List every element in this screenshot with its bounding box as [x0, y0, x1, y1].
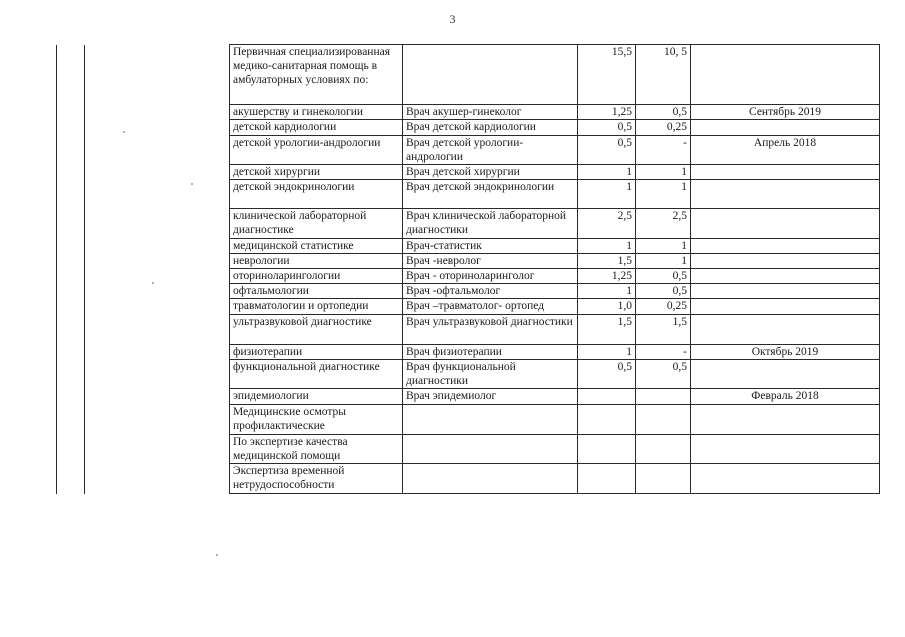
date-cell: Февраль 2018 — [691, 389, 880, 405]
row-number-cell — [57, 299, 85, 315]
department-cell — [85, 389, 230, 405]
position-cell: Врач эпидемиолог — [403, 389, 578, 405]
position-cell: Врач акушер-гинеколог — [403, 105, 578, 120]
department-cell — [85, 239, 230, 254]
date-cell — [691, 269, 880, 284]
service-cell: Экспертиза временной нетрудоспособности — [230, 464, 403, 494]
rate-planned-cell: 0,5 — [578, 136, 636, 165]
rate-filled-cell — [636, 389, 691, 405]
rate-filled-cell: - — [636, 136, 691, 165]
date-cell: Апрель 2018 — [691, 136, 880, 165]
row-number-cell — [57, 284, 85, 299]
position-cell: Врач детской урологии-андрологии — [403, 136, 578, 165]
rate-planned-cell: 0,5 — [578, 120, 636, 136]
service-cell: Первичная специализированная медико-санитарная помощь в амбулаторных условиях по: — [230, 45, 403, 105]
row-number-cell — [57, 405, 85, 435]
service-cell: По экспертизе качества медицинской помощи — [230, 435, 403, 464]
position-cell: Врач ультразвуковой диагностики — [403, 315, 578, 345]
rate-filled-cell — [636, 435, 691, 464]
position-cell — [403, 464, 578, 494]
department-cell — [85, 315, 230, 345]
rate-planned-cell: 1,0 — [578, 299, 636, 315]
department-cell — [85, 299, 230, 315]
department-cell — [85, 435, 230, 464]
position-cell: Врач –травматолог- ортопед — [403, 299, 578, 315]
department-cell — [85, 105, 230, 120]
rate-filled-cell: 1 — [636, 165, 691, 180]
scan-speck — [191, 183, 193, 185]
position-cell: Врач детской хирургии — [403, 165, 578, 180]
table-row — [57, 405, 880, 435]
position-cell: Врач клинической лабораторной диагностики — [403, 209, 578, 239]
row-number-cell — [57, 435, 85, 464]
service-cell: детской хирургии — [230, 165, 403, 180]
rate-filled-cell: 1 — [636, 254, 691, 269]
service-cell: эпидемиологии — [230, 389, 403, 405]
position-cell: Врач-статистик — [403, 239, 578, 254]
department-cell — [85, 136, 230, 165]
rate-filled-cell: 0,5 — [636, 284, 691, 299]
table-row — [57, 299, 880, 315]
row-number-cell — [57, 269, 85, 284]
position-cell — [403, 45, 578, 105]
rate-filled-cell: 0,5 — [636, 269, 691, 284]
rate-planned-cell — [578, 405, 636, 435]
table-row — [57, 239, 880, 254]
date-cell: Октябрь 2019 — [691, 345, 880, 360]
rate-filled-cell: 1 — [636, 180, 691, 209]
service-cell: травматологии и ортопедии — [230, 299, 403, 315]
date-cell — [691, 209, 880, 239]
rate-filled-cell: 1 — [636, 239, 691, 254]
rate-filled-cell — [636, 405, 691, 435]
position-cell: Врач - оториноларинголог — [403, 269, 578, 284]
row-number-cell — [57, 209, 85, 239]
row-number-cell — [57, 315, 85, 345]
page-number: 3 — [449, 12, 456, 26]
rate-planned-cell: 1 — [578, 165, 636, 180]
rate-planned-cell: 1 — [578, 239, 636, 254]
service-cell: медицинской статистике — [230, 239, 403, 254]
row-number-cell — [57, 120, 85, 136]
position-cell: Врач детской кардиологии — [403, 120, 578, 136]
service-cell: акушерству и гинекологии — [230, 105, 403, 120]
date-cell — [691, 45, 880, 105]
department-cell — [85, 284, 230, 299]
position-cell: Врач детской эндокринологии — [403, 180, 578, 209]
service-cell: ультразвуковой диагностике — [230, 315, 403, 345]
position-cell — [403, 405, 578, 435]
row-number-cell — [57, 239, 85, 254]
department-cell — [85, 464, 230, 494]
row-number-cell — [57, 254, 85, 269]
department-cell — [85, 165, 230, 180]
service-cell: оториноларингологии — [230, 269, 403, 284]
row-number-cell — [57, 105, 85, 120]
row-number-cell — [57, 180, 85, 209]
rate-filled-cell: - — [636, 345, 691, 360]
date-cell — [691, 165, 880, 180]
rate-planned-cell: 1,5 — [578, 315, 636, 345]
rate-filled-cell: 0,5 — [636, 105, 691, 120]
rate-filled-cell: 10, 5 — [636, 45, 691, 105]
service-cell: детской урологии-андрологии — [230, 136, 403, 165]
scan-speck — [216, 554, 218, 556]
date-cell — [691, 120, 880, 136]
service-cell: функциональной диагностике — [230, 360, 403, 389]
department-cell — [85, 209, 230, 239]
row-number-cell — [57, 45, 85, 105]
rate-planned-cell: 0,5 — [578, 360, 636, 389]
service-cell: неврологии — [230, 254, 403, 269]
table-row — [57, 209, 880, 239]
department-cell — [85, 269, 230, 284]
table-row — [57, 254, 880, 269]
table-row — [57, 165, 880, 180]
table-row — [57, 45, 880, 105]
service-cell: Медицинские осмотры профилактические — [230, 405, 403, 435]
table-row — [57, 345, 880, 360]
department-cell — [85, 345, 230, 360]
service-cell: клинической лабораторной диагностике — [230, 209, 403, 239]
rate-filled-cell — [636, 464, 691, 494]
department-cell — [85, 254, 230, 269]
date-cell — [691, 239, 880, 254]
rate-planned-cell: 1,5 — [578, 254, 636, 269]
department-cell — [85, 120, 230, 136]
rate-planned-cell: 1 — [578, 180, 636, 209]
position-cell: Врач функциональной диагностики — [403, 360, 578, 389]
service-cell: офтальмологии — [230, 284, 403, 299]
rate-planned-cell: 1,25 — [578, 269, 636, 284]
date-cell — [691, 315, 880, 345]
date-cell — [691, 464, 880, 494]
table-row — [57, 105, 880, 120]
service-cell: физиотерапии — [230, 345, 403, 360]
table-row — [57, 360, 880, 389]
row-number-cell — [57, 165, 85, 180]
table-row — [57, 120, 880, 136]
table-row — [57, 180, 880, 209]
rate-filled-cell: 2,5 — [636, 209, 691, 239]
rate-filled-cell: 0,5 — [636, 360, 691, 389]
table-row — [57, 136, 880, 165]
table-row — [57, 284, 880, 299]
rate-planned-cell: 1 — [578, 284, 636, 299]
date-cell — [691, 405, 880, 435]
scan-speck — [123, 131, 125, 133]
rate-planned-cell: 1 — [578, 345, 636, 360]
department-cell — [85, 360, 230, 389]
department-cell — [85, 180, 230, 209]
rate-filled-cell: 0,25 — [636, 120, 691, 136]
date-cell — [691, 180, 880, 209]
position-cell: Врач -невролог — [403, 254, 578, 269]
date-cell — [691, 254, 880, 269]
rate-planned-cell — [578, 389, 636, 405]
table-row — [57, 435, 880, 464]
department-cell — [85, 45, 230, 105]
table-row — [57, 389, 880, 405]
row-number-cell — [57, 360, 85, 389]
date-cell — [691, 360, 880, 389]
position-cell — [403, 435, 578, 464]
row-number-cell — [57, 345, 85, 360]
date-cell — [691, 435, 880, 464]
table-row — [57, 269, 880, 284]
rate-planned-cell: 2,5 — [578, 209, 636, 239]
staffing-table — [56, 44, 880, 494]
rate-filled-cell: 0,25 — [636, 299, 691, 315]
date-cell: Сентябрь 2019 — [691, 105, 880, 120]
rate-planned-cell: 15,5 — [578, 45, 636, 105]
row-number-cell — [57, 464, 85, 494]
service-cell: детской эндокринологии — [230, 180, 403, 209]
position-cell: Врач физиотерапии — [403, 345, 578, 360]
rate-filled-cell: 1,5 — [636, 315, 691, 345]
table-row — [57, 315, 880, 345]
date-cell — [691, 299, 880, 315]
date-cell — [691, 284, 880, 299]
row-number-cell — [57, 389, 85, 405]
row-number-cell — [57, 136, 85, 165]
position-cell: Врач -офтальмолог — [403, 284, 578, 299]
rate-planned-cell — [578, 464, 636, 494]
rate-planned-cell: 1,25 — [578, 105, 636, 120]
scan-speck — [152, 282, 154, 284]
department-cell — [85, 405, 230, 435]
rate-planned-cell — [578, 435, 636, 464]
service-cell: детской кардиологии — [230, 120, 403, 136]
table-row — [57, 464, 880, 494]
